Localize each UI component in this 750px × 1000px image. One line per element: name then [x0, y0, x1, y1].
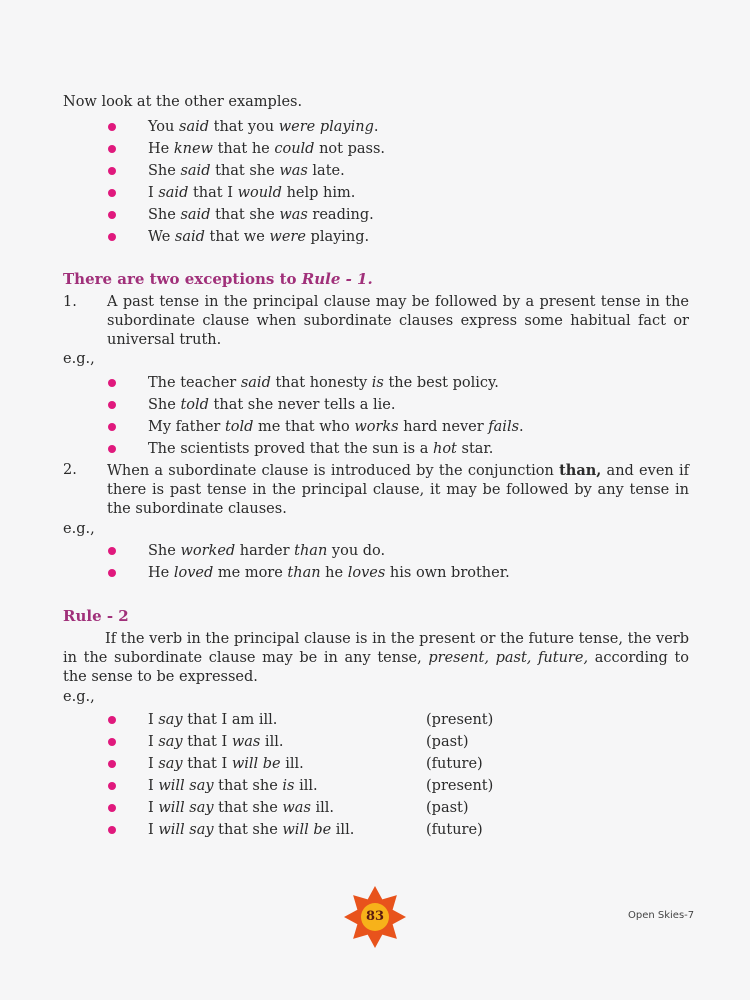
italic-text: will be: [231, 756, 281, 772]
bullet-icon: [108, 716, 116, 724]
text-segment: not pass.: [314, 141, 386, 157]
exceptions-heading-rule: Rule - 1.: [301, 270, 373, 288]
bullet-icon: [108, 445, 116, 453]
example-sentence: [148, 562, 510, 584]
example-sentence: [148, 160, 345, 182]
text-segment: .: [373, 119, 379, 135]
text-segment: you do.: [327, 543, 386, 559]
exception-2-number: 2.: [63, 462, 77, 478]
text-segment: I: [148, 756, 159, 772]
italic-text: was: [279, 207, 308, 223]
tense-label: (future): [426, 822, 483, 838]
italic-text: is: [371, 375, 384, 391]
italic-text: will say: [158, 800, 214, 816]
text-segment: that she: [210, 207, 280, 223]
italic-text: said: [240, 375, 271, 391]
text-segment: that she never tells a lie.: [208, 397, 396, 413]
eg-label-3: e.g.,: [63, 689, 95, 705]
text-segment: She: [148, 207, 181, 223]
text-segment: ill.: [260, 734, 284, 750]
italic-text: said: [174, 229, 205, 245]
italic-text: than: [294, 543, 328, 559]
italic-text: were playing: [278, 119, 374, 135]
text-segment: The teacher: [148, 375, 241, 391]
rule2-paragraph: [63, 630, 689, 687]
bullet-icon: [108, 760, 116, 768]
example-sentence: [148, 775, 318, 797]
bullet-icon: [108, 211, 116, 219]
exception-1: [63, 293, 689, 350]
bullet-icon: [108, 189, 116, 197]
exception-1-number: 1.: [63, 294, 77, 310]
italic-text: said: [179, 119, 210, 135]
italic-text: was: [282, 800, 311, 816]
exception-2-bold: than,: [559, 462, 602, 479]
example-sentence: [148, 226, 369, 248]
text-segment: that you: [209, 119, 279, 135]
exceptions-heading-text: There are two exceptions to: [63, 270, 302, 288]
italic-text: said: [180, 163, 211, 179]
text-segment: the best policy.: [383, 375, 499, 391]
text-segment: that we: [204, 229, 270, 245]
bullet-icon: [108, 123, 116, 131]
example-sentence: [148, 753, 304, 775]
text-segment: that she: [213, 778, 283, 794]
italic-text: fails: [488, 419, 520, 435]
italic-text: told: [180, 397, 209, 413]
text-segment: that I: [182, 734, 232, 750]
bullet-icon: [108, 804, 116, 812]
text-segment: .: [519, 419, 524, 435]
text-segment: She: [148, 397, 181, 413]
text-segment: ill.: [294, 778, 318, 794]
text-segment: that honesty: [270, 375, 372, 391]
text-segment: I: [148, 778, 159, 794]
italic-text: present, past, future,: [428, 650, 589, 666]
rule2-heading: Rule - 2: [63, 607, 129, 625]
text-segment: he: [320, 565, 348, 581]
example-sentence: [148, 709, 277, 731]
text-segment: I: [148, 822, 159, 838]
exceptions-heading: [63, 270, 373, 288]
text-segment: me more: [213, 565, 288, 581]
text-segment: My father: [148, 419, 225, 435]
italic-text: could: [274, 141, 315, 157]
text-segment: I: [148, 185, 159, 201]
italic-text: is: [282, 778, 295, 794]
text-segment: ill.: [331, 822, 355, 838]
bullet-icon: [108, 401, 116, 409]
footer-title: Open Skies-7: [628, 910, 695, 921]
example-sentence: [148, 797, 334, 819]
italic-text: were: [269, 229, 306, 245]
eg-label-2: e.g.,: [63, 521, 95, 537]
bullet-icon: [108, 379, 116, 387]
eg-label-1: e.g.,: [63, 351, 95, 367]
bullet-icon: [108, 547, 116, 555]
bullet-icon: [108, 423, 116, 431]
example-sentence: [148, 540, 385, 562]
italic-text: knew: [173, 141, 213, 157]
text-segment: harder: [235, 543, 295, 559]
exception-1-text: A past tense in the principal clause may be followed by a present tense in the subordinate clause when subordinate clauses express some habitual fact or universal truth.: [107, 294, 689, 348]
example-sentence: [148, 204, 374, 226]
exception-2-text-after: and even if there is past tense in the principal clause, it may be followed by any tense in the subordinate clauses.: [107, 463, 689, 517]
italic-text: than: [287, 565, 321, 581]
exception-2: [63, 461, 689, 519]
tense-label: (past): [426, 734, 469, 750]
bullet-icon: [108, 826, 116, 834]
example-sentence: [148, 182, 355, 204]
example-sentence: [148, 416, 524, 438]
italic-text: said: [180, 207, 211, 223]
example-sentence: [148, 138, 385, 160]
intro-text: Now look at the other examples.: [63, 94, 303, 110]
text-segment: I: [148, 800, 159, 816]
italic-text: would: [237, 185, 282, 201]
text-segment: according to the sense to be expressed.: [63, 650, 690, 685]
page-number: 83: [365, 909, 385, 924]
italic-text: was: [231, 734, 261, 750]
text-segment: She: [148, 543, 181, 559]
example-sentence: [148, 394, 395, 416]
text-segment: ill.: [280, 756, 304, 772]
text-segment: hard never: [398, 419, 489, 435]
italic-text: will say: [158, 822, 214, 838]
italic-text: say: [158, 756, 183, 772]
italic-text: worked: [180, 543, 236, 559]
italic-text: say: [158, 734, 183, 750]
text-segment: playing.: [305, 229, 370, 245]
example-sentence: [148, 819, 354, 841]
text-segment: He: [148, 565, 174, 581]
text-segment: that he: [212, 141, 275, 157]
tense-label: (present): [426, 778, 494, 794]
text-segment: I: [148, 734, 159, 750]
text-segment: that I: [188, 185, 238, 201]
italic-text: was: [279, 163, 308, 179]
tense-label: (past): [426, 800, 469, 816]
tense-label: (future): [426, 756, 483, 772]
italic-text: hot: [432, 441, 457, 457]
bullet-icon: [108, 738, 116, 746]
text-segment: help him.: [281, 185, 356, 201]
exception-2-text-before: When a subordinate clause is introduced by the conjunction: [107, 463, 560, 479]
text-segment: We: [148, 229, 175, 245]
text-segment: I: [148, 712, 159, 728]
bullet-icon: [108, 782, 116, 790]
text-segment: star.: [456, 441, 494, 457]
text-segment: ill.: [310, 800, 335, 816]
text-segment: He: [148, 141, 174, 157]
text-segment: The scientists proved that the sun is a: [148, 441, 433, 457]
italic-text: said: [158, 185, 189, 201]
text-segment: that she: [210, 163, 280, 179]
text-segment: that she: [213, 822, 283, 838]
text-segment: that she: [213, 800, 283, 816]
example-sentence: [148, 116, 379, 138]
text-segment: me that who: [253, 419, 355, 435]
exception-2-text: [107, 461, 689, 519]
example-sentence: [148, 438, 493, 460]
text-segment: that I am ill.: [182, 712, 278, 728]
italic-text: works: [354, 419, 399, 435]
text-segment: You: [148, 119, 179, 135]
text-segment: that I: [182, 756, 232, 772]
italic-text: told: [224, 419, 254, 435]
text-segment: She: [148, 163, 181, 179]
example-sentence: [148, 372, 499, 394]
bullet-icon: [108, 569, 116, 577]
text-segment: his own brother.: [385, 565, 510, 581]
text-segment: late.: [307, 163, 345, 179]
bullet-icon: [108, 145, 116, 153]
italic-text: loves: [347, 565, 386, 581]
italic-text: will be: [282, 822, 332, 838]
text-segment: If the verb in the principal clause is in the present or the future tense, the verb in the subordinate clause may be in any tense,: [63, 631, 689, 666]
italic-text: loved: [173, 565, 214, 581]
tense-label: (present): [426, 712, 494, 728]
text-segment: reading.: [307, 207, 374, 223]
example-sentence: [148, 731, 283, 753]
italic-text: will say: [158, 778, 214, 794]
bullet-icon: [108, 233, 116, 241]
italic-text: say: [158, 712, 183, 728]
bullet-icon: [108, 167, 116, 175]
